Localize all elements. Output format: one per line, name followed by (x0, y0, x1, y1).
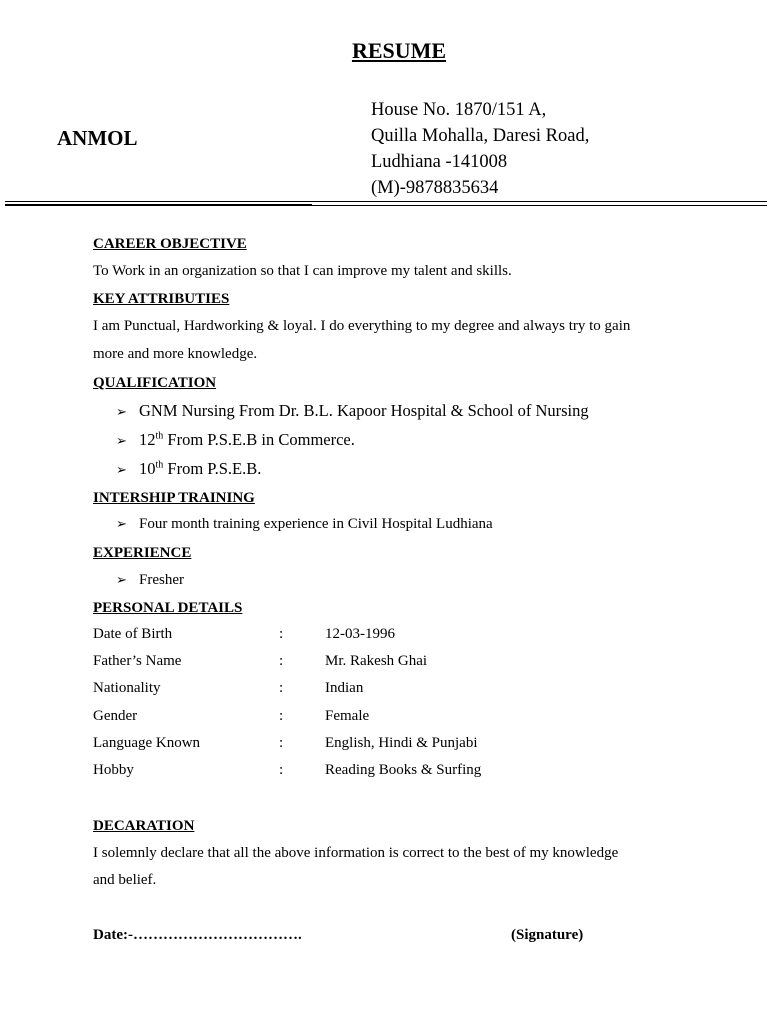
internship-heading: INTERSHIP TRAINING (93, 490, 255, 506)
arrow-bullet-icon: ➢ (116, 405, 127, 420)
detail-separator: : (279, 626, 284, 642)
key-attributes-text: more and more knowledge. (93, 346, 258, 362)
detail-value: English, Hindi & Punjabi (325, 735, 478, 751)
address-line: Ludhiana -141008 (371, 152, 508, 172)
detail-separator: : (279, 680, 284, 696)
detail-separator: : (279, 762, 284, 778)
declaration-text: I solemnly declare that all the above information is correct to the best of my knowledge (93, 845, 619, 861)
arrow-bullet-icon: ➢ (116, 463, 127, 478)
detail-label: Nationality (93, 680, 161, 696)
detail-value: Indian (325, 680, 364, 696)
qualification-item: ➢ 10th From P.S.E.B. (116, 459, 262, 478)
qualification-heading: QUALIFICATION (93, 375, 217, 391)
experience-item: ➢ Fresher (116, 572, 184, 588)
detail-label: Gender (93, 708, 138, 724)
detail-value: 12-03-1996 (325, 626, 395, 642)
detail-label: Date of Birth (93, 626, 173, 642)
arrow-bullet-icon: ➢ (116, 517, 127, 532)
phone-number: (M)-9878835634 (371, 178, 499, 198)
detail-value: Female (325, 708, 370, 724)
declaration-heading: DECARATION (93, 818, 195, 834)
page-title: RESUME (351, 38, 447, 63)
date-field: Date:-……………………………. (93, 927, 302, 943)
key-attributes-heading: KEY ATTRIBUTIES (93, 291, 230, 307)
detail-label: Father’s Name (93, 653, 182, 669)
address-line: Quilla Mohalla, Daresi Road, (371, 126, 590, 146)
detail-separator: : (279, 735, 284, 751)
arrow-bullet-icon: ➢ (116, 573, 127, 588)
detail-label: Hobby (93, 762, 134, 778)
detail-value: Mr. Rakesh Ghai (325, 653, 428, 669)
career-objective-heading: CAREER OBJECTIVE (93, 236, 247, 252)
detail-separator: : (279, 653, 284, 669)
arrow-bullet-icon: ➢ (116, 434, 127, 449)
header-divider-thick (5, 204, 312, 206)
header-divider-lower (312, 205, 767, 206)
candidate-name: ANMOL (57, 126, 138, 150)
internship-item: ➢ Four month training experience in Civil Hospital Ludhiana (116, 516, 493, 532)
address-line: House No. 1870/151 A, (371, 100, 547, 120)
declaration-text: and belief. (93, 872, 157, 888)
detail-label: Language Known (93, 735, 201, 751)
qualification-item: ➢ GNM Nursing From Dr. B.L. Kapoor Hospital & School of Nursing (116, 401, 589, 420)
signature-label: (Signature) (511, 927, 584, 943)
experience-heading: EXPERIENCE (93, 545, 192, 561)
key-attributes-text: I am Punctual, Hardworking & loyal. I do everything to my degree and always try to gain (93, 318, 631, 334)
header-divider (5, 201, 767, 202)
detail-separator: : (279, 708, 284, 724)
qualification-item: ➢ 12th From P.S.E.B in Commerce. (116, 430, 355, 449)
career-objective-text: To Work in an organization so that I can improve my talent and skills. (93, 263, 512, 279)
personal-details-heading: PERSONAL DETAILS (93, 600, 243, 616)
detail-value: Reading Books & Surfing (325, 762, 482, 778)
